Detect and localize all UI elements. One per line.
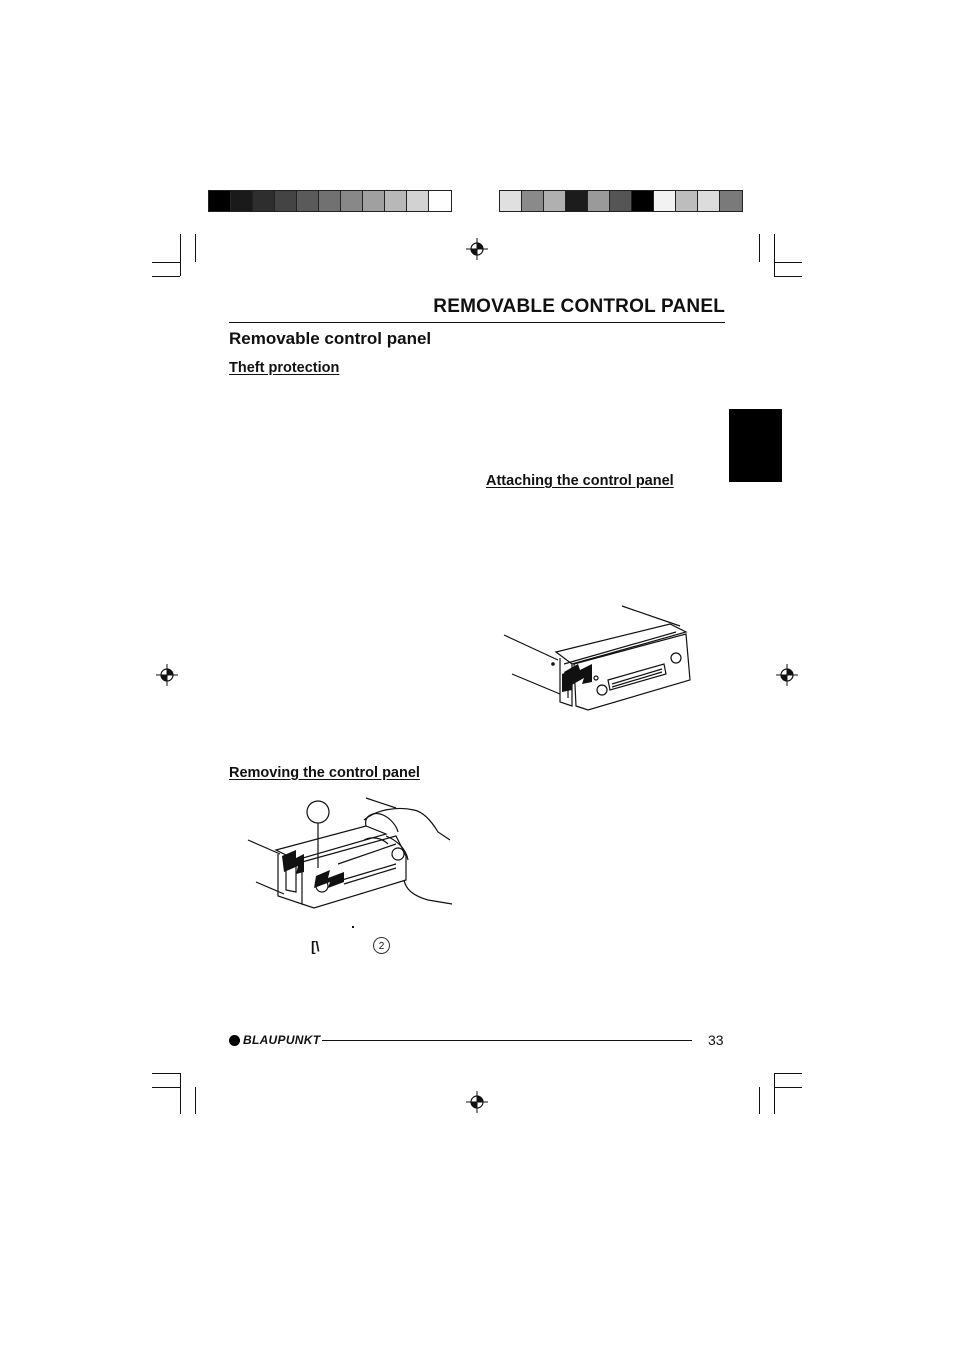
color-swatch bbox=[429, 191, 451, 211]
color-swatch bbox=[363, 191, 385, 211]
color-swatch bbox=[610, 191, 632, 211]
color-swatch bbox=[209, 191, 231, 211]
brand-name: BLAUPUNKT bbox=[243, 1033, 321, 1047]
color-swatch bbox=[231, 191, 253, 211]
color-swatch bbox=[654, 191, 676, 211]
color-swatch bbox=[275, 191, 297, 211]
footer-rule bbox=[322, 1040, 692, 1041]
step-number-badge: 2 bbox=[373, 937, 390, 954]
color-swatch bbox=[319, 191, 341, 211]
color-swatch bbox=[698, 191, 720, 211]
color-swatch bbox=[566, 191, 588, 211]
color-swatch bbox=[676, 191, 698, 211]
remove-panel-illustration bbox=[246, 796, 456, 916]
attach-panel-illustration bbox=[500, 602, 700, 714]
color-swatch bbox=[341, 191, 363, 211]
section-heading: Removable control panel bbox=[229, 329, 432, 348]
color-calibration-bar-right bbox=[499, 190, 743, 212]
registration-mark-icon bbox=[156, 664, 178, 686]
registration-mark-icon bbox=[466, 238, 488, 260]
title-rule bbox=[229, 322, 725, 323]
color-swatch bbox=[407, 191, 429, 211]
color-calibration-bar-left bbox=[208, 190, 452, 212]
color-swatch bbox=[632, 191, 654, 211]
registration-mark-icon bbox=[466, 1091, 488, 1113]
color-swatch bbox=[500, 191, 522, 211]
color-swatch bbox=[297, 191, 319, 211]
color-swatch bbox=[253, 191, 275, 211]
caption-dot bbox=[352, 926, 354, 928]
registration-mark-icon bbox=[776, 664, 798, 686]
color-swatch bbox=[522, 191, 544, 211]
subheading-theft-protection: Theft protection bbox=[229, 360, 340, 376]
color-swatch bbox=[385, 191, 407, 211]
page-number: 33 bbox=[708, 1032, 724, 1048]
subheading-attaching: Attaching the control panel bbox=[486, 473, 674, 489]
brand-dot-icon bbox=[229, 1035, 240, 1046]
color-swatch bbox=[720, 191, 742, 211]
brand-logo bbox=[229, 1033, 320, 1047]
page-title: REMOVABLE CONTROL PANEL bbox=[433, 296, 725, 317]
release-key-icon: [\ bbox=[311, 938, 320, 954]
subheading-removing: Removing the control panel bbox=[229, 765, 420, 781]
color-swatch bbox=[544, 191, 566, 211]
color-swatch bbox=[588, 191, 610, 211]
language-tab bbox=[729, 409, 782, 482]
